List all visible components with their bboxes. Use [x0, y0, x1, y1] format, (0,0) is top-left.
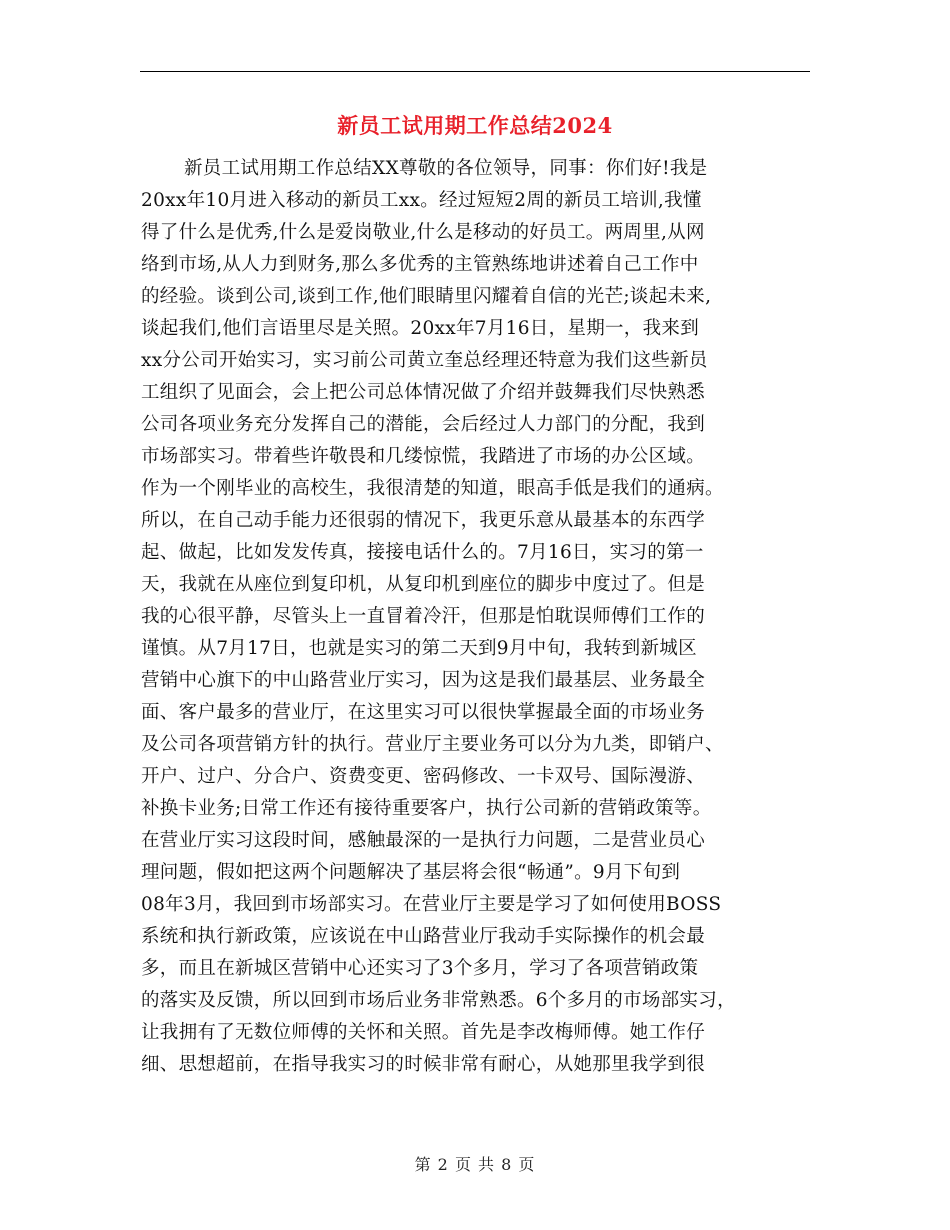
body-line: 作为一个刚毕业的高校生，我很清楚的知道，眼高手低是我们的通病。	[141, 478, 724, 499]
body-line: 面、客户最多的营业厅，在这里实习可以很快掌握最全面的市场业务	[141, 702, 706, 723]
body-line: 在营业厅实习这段时间，感触最深的一是执行力问题，二是营业员心	[141, 830, 706, 851]
body-line: 我的心很平静，尽管头上一直冒着冷汗，但那是怕耽误师傅们工作的	[141, 606, 706, 627]
body-line: 公司各项业务充分发挥自己的潜能，会后经过人力部门的分配，我到	[141, 414, 706, 435]
body-line: 细、思想超前，在指导我实习的时候非常有耐心，从她那里我学到很	[141, 1054, 706, 1075]
body-line: 20xx年10月进入移动的新员工xx。经过短短2周的新员工培训,我懂	[141, 190, 702, 211]
body-line: 得了什么是优秀,什么是爱岗敬业,什么是移动的好员工。两周里,从网	[141, 222, 705, 243]
document-title: 新员工试用期工作总结2024	[337, 113, 613, 138]
header-rule	[140, 71, 810, 72]
body-line: 系统和执行新政策，应该说在中山路营业厅我动手实际操作的机会最	[141, 926, 706, 947]
body-line: 的经验。谈到公司,谈到工作,他们眼睛里闪耀着自信的光芒;谈起未来,	[141, 286, 712, 307]
body-line: 所以，在自己动手能力还很弱的情况下，我更乐意从最基本的东西学	[141, 510, 706, 531]
body-line: 补换卡业务;日常工作还有接待重要客户，执行公司新的营销政策等。	[141, 798, 712, 819]
page-number: 第 2 页 共 8 页	[414, 1155, 536, 1174]
body-line: 新员工试用期工作总结XX尊敬的各位领导，同事：你们好!我是	[184, 158, 708, 179]
body-line: 工组织了见面会，会上把公司总体情况做了介绍并鼓舞我们尽快熟悉	[141, 382, 706, 403]
document-body	[141, 153, 817, 1081]
body-line: 市场部实习。带着些许敬畏和几缕惊慌，我踏进了市场的办公区域。	[141, 446, 706, 467]
body-line: 的落实及反馈，所以回到市场后业务非常熟悉。6个多月的市场部实习，	[141, 990, 736, 1011]
body-line: 谨慎。从7月17日，也就是实习的第二天到9月中旬，我转到新城区	[141, 638, 697, 659]
body-line: 络到市场,从人力到财务,那么多优秀的主管熟练地讲述着自己工作中	[141, 254, 699, 275]
body-line: 谈起我们,他们言语里尽是关照。20xx年7月16日，星期一，我来到	[141, 318, 700, 339]
body-line: 08年3月，我回到市场部实习。在营业厅主要是学习了如何使用BOSS	[141, 894, 722, 915]
body-line: 让我拥有了无数位师傅的关怀和关照。首先是李改梅师傅。她工作仔	[141, 1022, 706, 1043]
body-line: 理问题，假如把这两个问题解决了基层将会很“畅通”。9月下旬到	[141, 862, 681, 883]
body-line: 开户、过户、分合户、资费变更、密码修改、一卡双号、国际漫游、	[141, 766, 706, 787]
body-line: 起、做起，比如发发传真，接接电话什么的。7月16日，实习的第一	[141, 542, 704, 563]
body-line: 及公司各项营销方针的执行。营业厅主要业务可以分为九类，即销户、	[141, 734, 724, 755]
body-line: xx分公司开始实习，实习前公司黄立奎总经理还特意为我们这些新员	[141, 350, 708, 371]
body-line: 营销中心旗下的中山路营业厅实习，因为这是我们最基层、业务最全	[141, 670, 706, 691]
body-line: 天，我就在从座位到复印机，从复印机到座位的脚步中度过了。但是	[141, 574, 706, 595]
body-line: 多，而且在新城区营销中心还实习了3个多月，学习了各项营销政策	[141, 958, 699, 979]
